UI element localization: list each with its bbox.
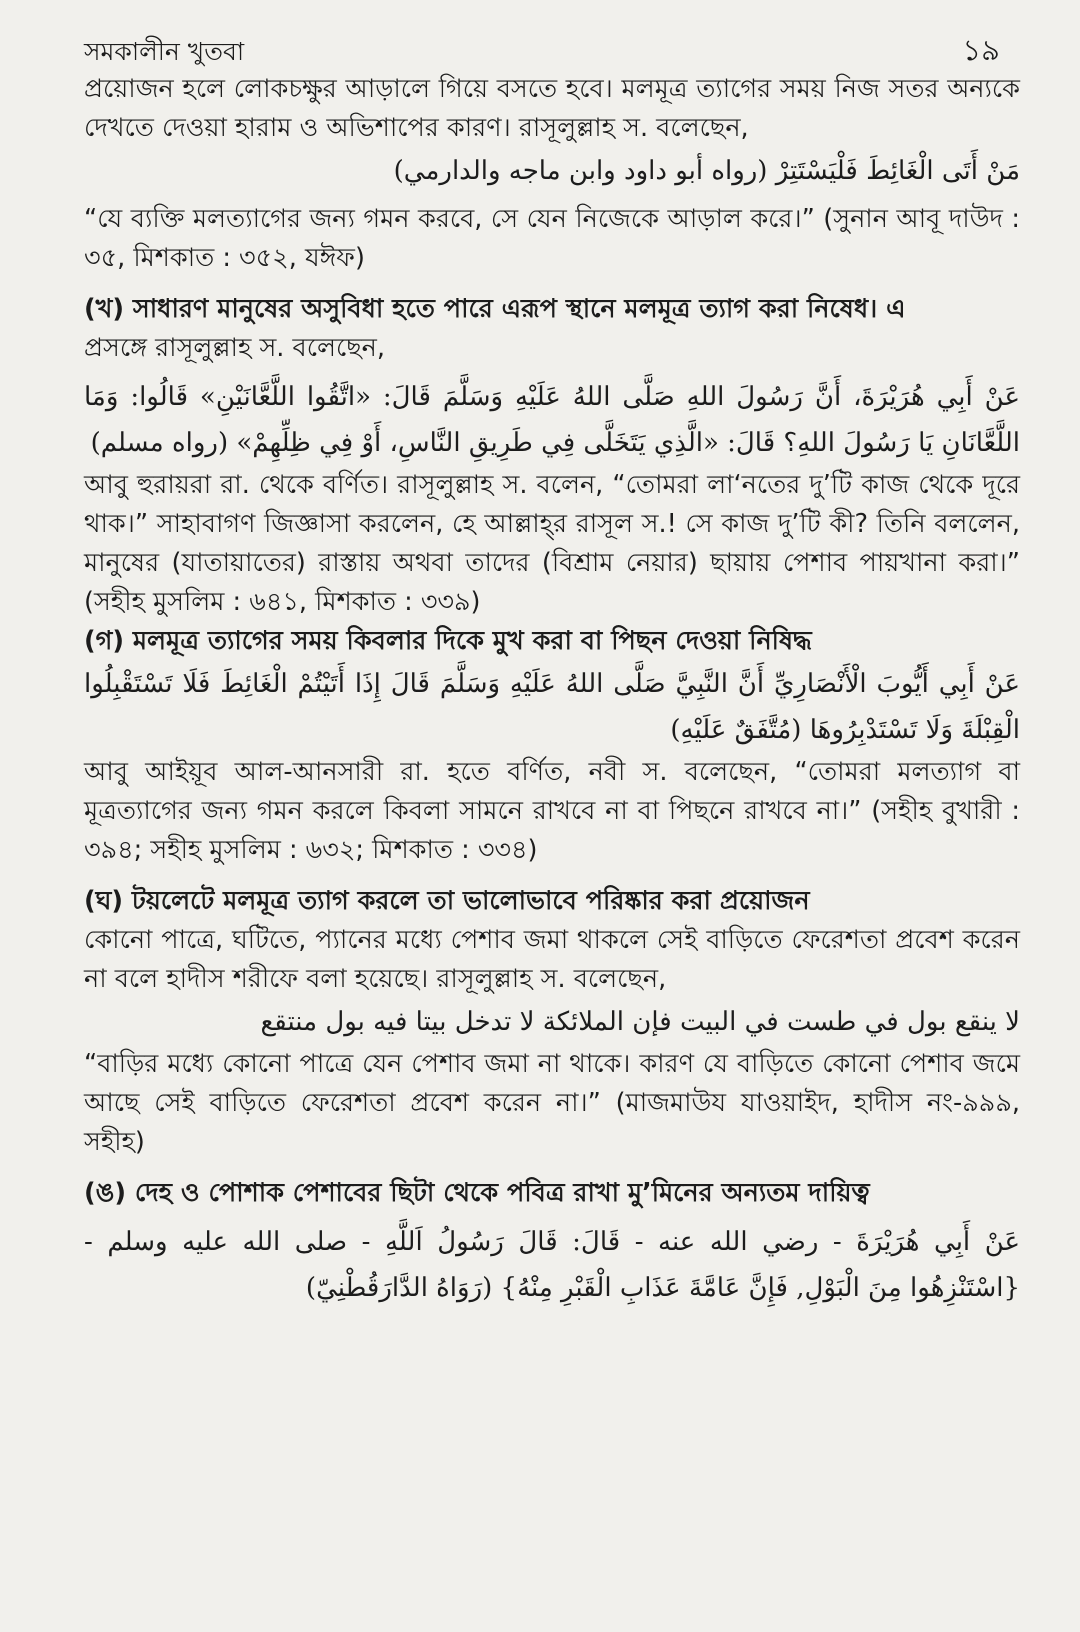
paragraph-translation-1: “যে ব্যক্তি মলত্যাগের জন্য গমন করবে, সে যেন নিজেকে আড়াল করে।” (সুনান আবূ দাউদ : ৩৫, মিশকাত : ৩৫২, যঈফ) <box>84 204 1020 273</box>
arabic-hadith-3: عَنْ أَبِي أَيُّوبَ الْأَنْصَارِيِّ أَنَّ النَّبِيَّ صَلَّى اللهُ عَلَيْهِ وَسَلَّمَ قَالَ إِذَا أَتَيْتُمْ الْغَائِطَ فَلَا تَسْتَقْبِلُوا الْقِبْلَةَ وَلَا تَسْتَدْبِرُوهَا (مُتَّفَقٌ عَلَيْهِ) <box>84 669 1020 745</box>
paragraph-context-kha: প্রসঙ্গে রাসূলুল্লাহ স. বলেছেন, <box>84 333 385 363</box>
paragraph-context-gha: কোনো পাত্রে, ঘটিতে, প্যানের মধ্যে পেশাব জমা থাকলে সেই বাড়িতে ফেরেশতা প্রবেশ করেন না বলে হাদীস শরীফে বলা হয়েছে। রাসূলুল্লাহ স. বলেছেন, <box>84 925 1020 994</box>
page-number: ১৯ <box>962 33 1000 67</box>
paragraph-translation-3: আবু আইয়ূব আল-আনসারী রা. হতে বর্ণিত, নবী স. বলেছেন, “তোমরা মলত্যাগ বা মূত্রত্যাগের জন্য গমন করলে কিবলা সামনে রাখবে না বা পিছনে রাখবে না।” (সহীহ বুখারী : ৩৯৪; সহীহ মুসলিম : ৬৩২; মিশকাত : ৩৩৪) <box>84 757 1020 865</box>
arabic-hadith-2: عَنْ أَبِي هُرَيْرَةَ، أَنَّ رَسُولَ اللهِ صَلَّى اللهُ عَلَيْهِ وَسَلَّمَ قَالَ: «اتَّقُوا اللَّعَّانَيْنِ» قَالُوا: وَمَا اللَّعَّانَانِ يَا رَسُولَ اللهِ؟ قَالَ: «الَّذِي يَتَخَلَّى فِي طَرِيقِ النَّاسِ، أَوْ فِي ظِلِّهِمْ» (رواه مسلم) <box>84 382 1020 458</box>
paragraph-intro: প্রয়োজন হলে লোকচক্ষুর আড়ালে গিয়ে বসতে হবে। মলমূত্র ত্যাগের সময় নিজ সতর অন্যকে দেখতে দেওয়া হারাম ও অভিশাপের কারণ। রাসূলুল্লাহ স. বলেছেন, <box>84 74 1020 143</box>
paragraph-translation-4: “বাড়ির মধ্যে কোনো পাত্রে যেন পেশাব জমা না থাকে। কারণ যে বাড়িতে কোনো পেশাব জমে আছে সেই বাড়িতে ফেরেশতা প্রবেশ করেন না।” (মাজমাউয যাওয়াইদ, হাদীস নং-৯৯৯, সহীহ) <box>84 1049 1020 1157</box>
section-heading-gha: (ঘ) টয়লেটে মলমূত্র ত্যাগ করলে তা ভালোভাবে পরিষ্কার করা প্রয়োজন <box>84 886 810 916</box>
arabic-hadith-1: مَنْ أَتَى الْغَائِطَ فَلْيَسْتَتِرْ (رواه أبو داود وابن ماجه والدارمي) <box>393 156 1020 186</box>
section-heading-kha: (খ) সাধারণ মানুষের অসুবিধা হতে পারে এরূপ স্থানে মলমূত্র ত্যাগ করা নিষেধ। এ <box>84 294 906 324</box>
section-heading-ga: (গ) মলমূত্র ত্যাগের সময় কিবলার দিকে মুখ করা বা পিছন দেওয়া নিষিদ্ধ <box>84 626 812 656</box>
running-title: সমকালীন খুতবা <box>84 37 245 66</box>
arabic-hadith-5: عَنْ أَبِي هُرَيْرَةَ - رضي الله عنه - قَالَ: قَالَ رَسُولُ اَللَّهِ - صلى الله عليه وسلم - {اسْتَنْزِهُوا مِنَ الْبَوْلِ, فَإِنَّ عَامَّةَ عَذَابِ الْقَبْرِ مِنْهُ} (رَوَاهُ الدَّارَقُطْنِيّ) <box>84 1227 1020 1303</box>
page-header <box>84 28 1020 70</box>
section-heading-uma: (ঙ) দেহ ও পোশাক পেশাবের ছিটা থেকে পবিত্র রাখা মু’মিনের অন্যতম দায়িত্ব <box>84 1178 870 1208</box>
paragraph-translation-2: আবু হুরায়রা রা. থেকে বর্ণিত। রাসূলুল্লাহ স. বলেন, “তোমরা লা‘নতের দু’টি কাজ থেকে দূরে থাক।” সাহাবাগণ জিজ্ঞাসা করলেন, হে আল্লাহ্‌র রাসূল স.! সে কাজ দু’টি কী? তিনি বললেন, মানুষের (যাতায়াতের) রাস্তায় অথবা তাদের (বিশ্রাম নেয়ার) ছায়ায় পেশাব পায়খানা করা।” (সহীহ মুসলিম : ৬৪১, মিশকাত : ৩৩৯) <box>84 470 1020 617</box>
arabic-hadith-4: لا ينقع بول في طست في البيت فإن الملائكة لا تدخل بيتا فيه بول منتقع <box>260 1007 1020 1037</box>
